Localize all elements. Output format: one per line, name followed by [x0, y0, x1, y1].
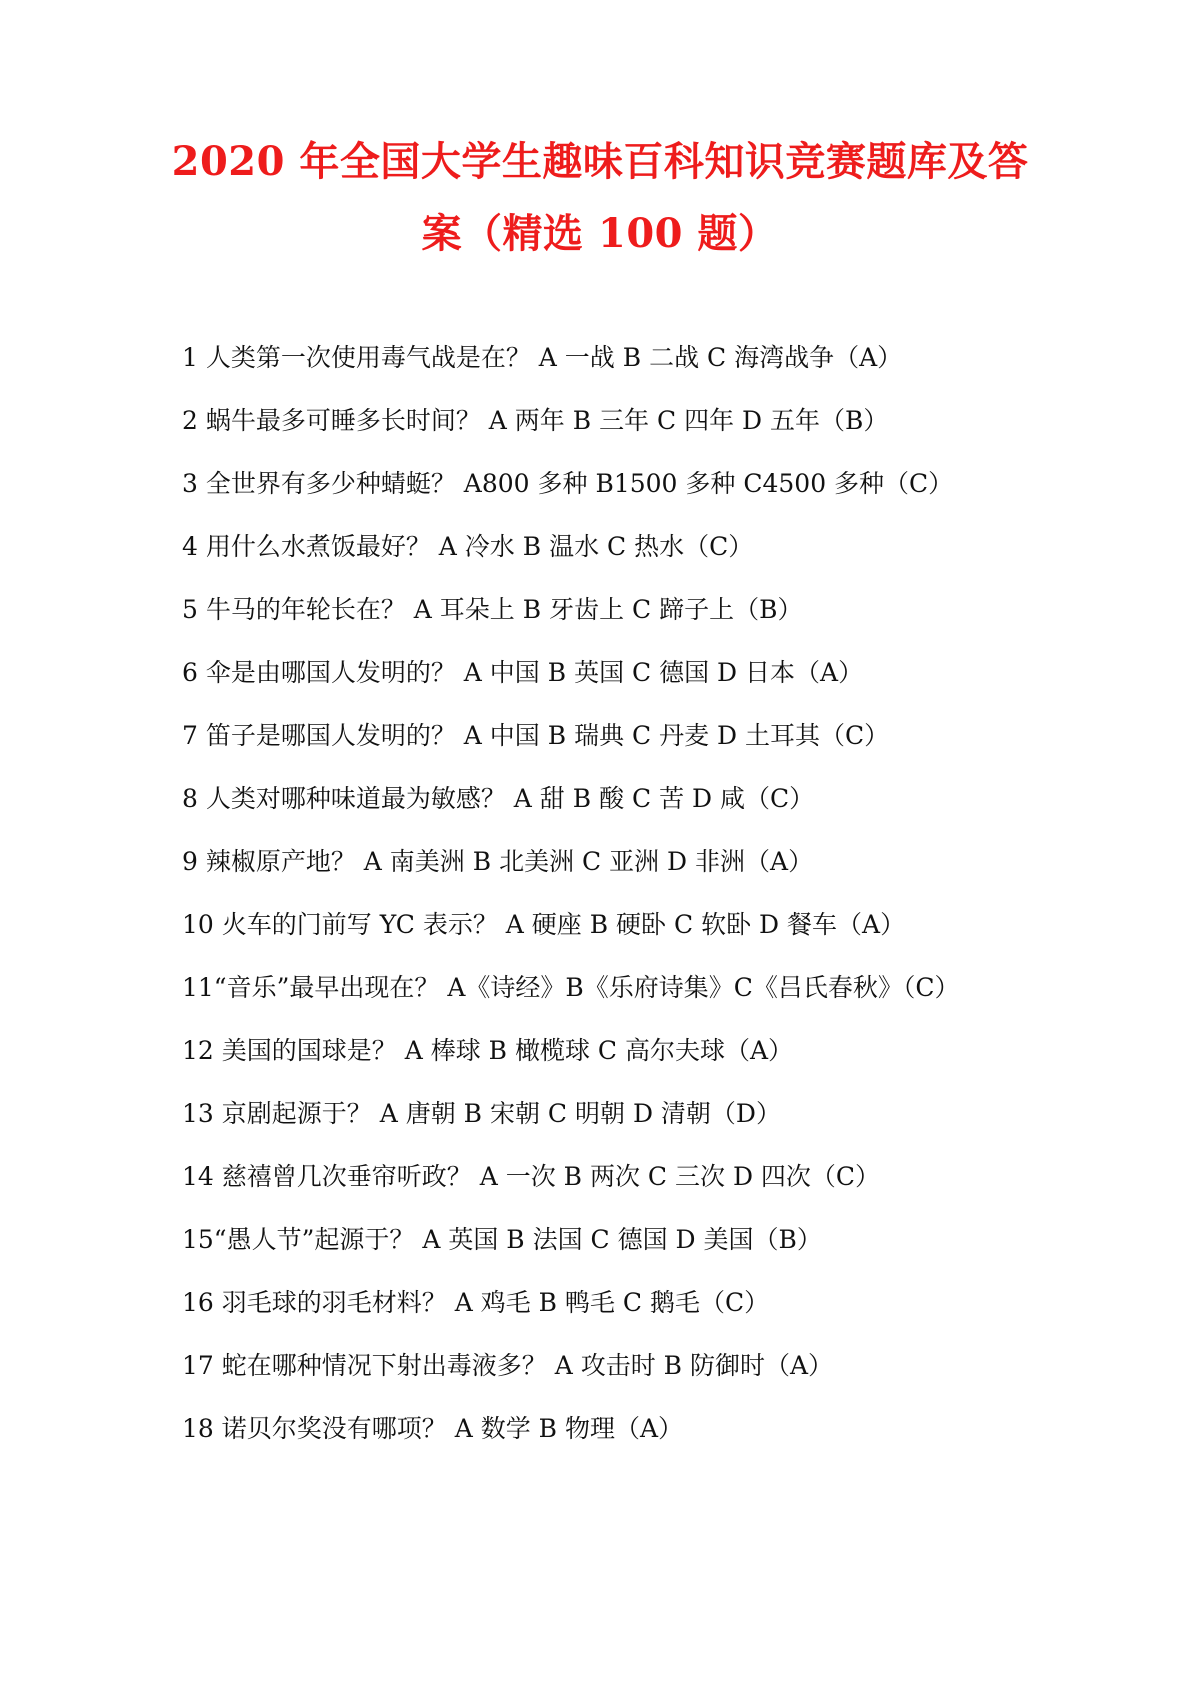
question-item-5: 5 牛马的年轮长在？ A 耳朵上 B 牙齿上 C 蹄子上（B） [182, 595, 803, 624]
question-item-9: 9 辣椒原产地？ A 南美洲 B 北美洲 C 亚洲 D 非洲（A） [182, 847, 814, 876]
question-item-6: 6 伞是由哪国人发明的？ A 中国 B 英国 C 德国 D 日本（A） [182, 658, 864, 687]
question-item-15: 15“愚人节”起源于？ A 英国 B 法国 C 德国 D 美国（B） [182, 1225, 822, 1254]
question-item-7: 7 笛子是哪国人发明的？ A 中国 B 瑞典 C 丹麦 D 土耳其（C） [182, 721, 890, 750]
document-title [150, 126, 1050, 270]
question-item-2: 2 蜗牛最多可睡多长时间？ A 两年 B 三年 C 四年 D 五年（B） [182, 406, 889, 435]
question-item-16: 16 羽毛球的羽毛材料？ A 鸡毛 B 鸭毛 C 鹅毛（C） [182, 1288, 770, 1317]
title-line-1: 2020 年全国大学生趣味百科知识竞赛题库及答 [171, 138, 1029, 185]
question-item-4: 4 用什么水煮饭最好？ A 冷水 B 温水 C 热水（C） [182, 532, 754, 561]
question-item-12: 12 美国的国球是？ A 棒球 B 橄榄球 C 高尔夫球（A） [182, 1036, 794, 1065]
question-item-8: 8 人类对哪种味道最为敏感？ A 甜 B 酸 C 苦 D 咸（C） [182, 784, 815, 813]
question-item-14: 14 慈禧曾几次垂帘听政？ A 一次 B 两次 C 三次 D 四次（C） [182, 1162, 881, 1191]
question-item-13: 13 京剧起源于？ A 唐朝 B 宋朝 C 明朝 D 清朝（D） [182, 1099, 781, 1128]
question-item-18: 18 诺贝尔奖没有哪项？ A 数学 B 物理（A） [182, 1414, 684, 1443]
question-item-1: 1 人类第一次使用毒气战是在？ A 一战 B 二战 C 海湾战争（A） [182, 343, 903, 372]
question-item-11: 11“音乐”最早出现在？ A《诗经》B《乐府诗集》C《吕氏春秋》（C） [182, 973, 960, 1002]
question-item-17: 17 蛇在哪种情况下射出毒液多？ A 攻击时 B 防御时（A） [182, 1351, 834, 1380]
question-item-10: 10 火车的门前写 YC 表示？ A 硬座 B 硬卧 C 软卧 D 餐车（A） [182, 910, 906, 939]
question-item-3: 3 全世界有多少种蜻蜓？ A800 多种 B1500 多种 C4500 多种（C） [182, 469, 954, 498]
question-list [182, 326, 1042, 1460]
title-line-2: 案（精选 100 题） [421, 210, 779, 257]
